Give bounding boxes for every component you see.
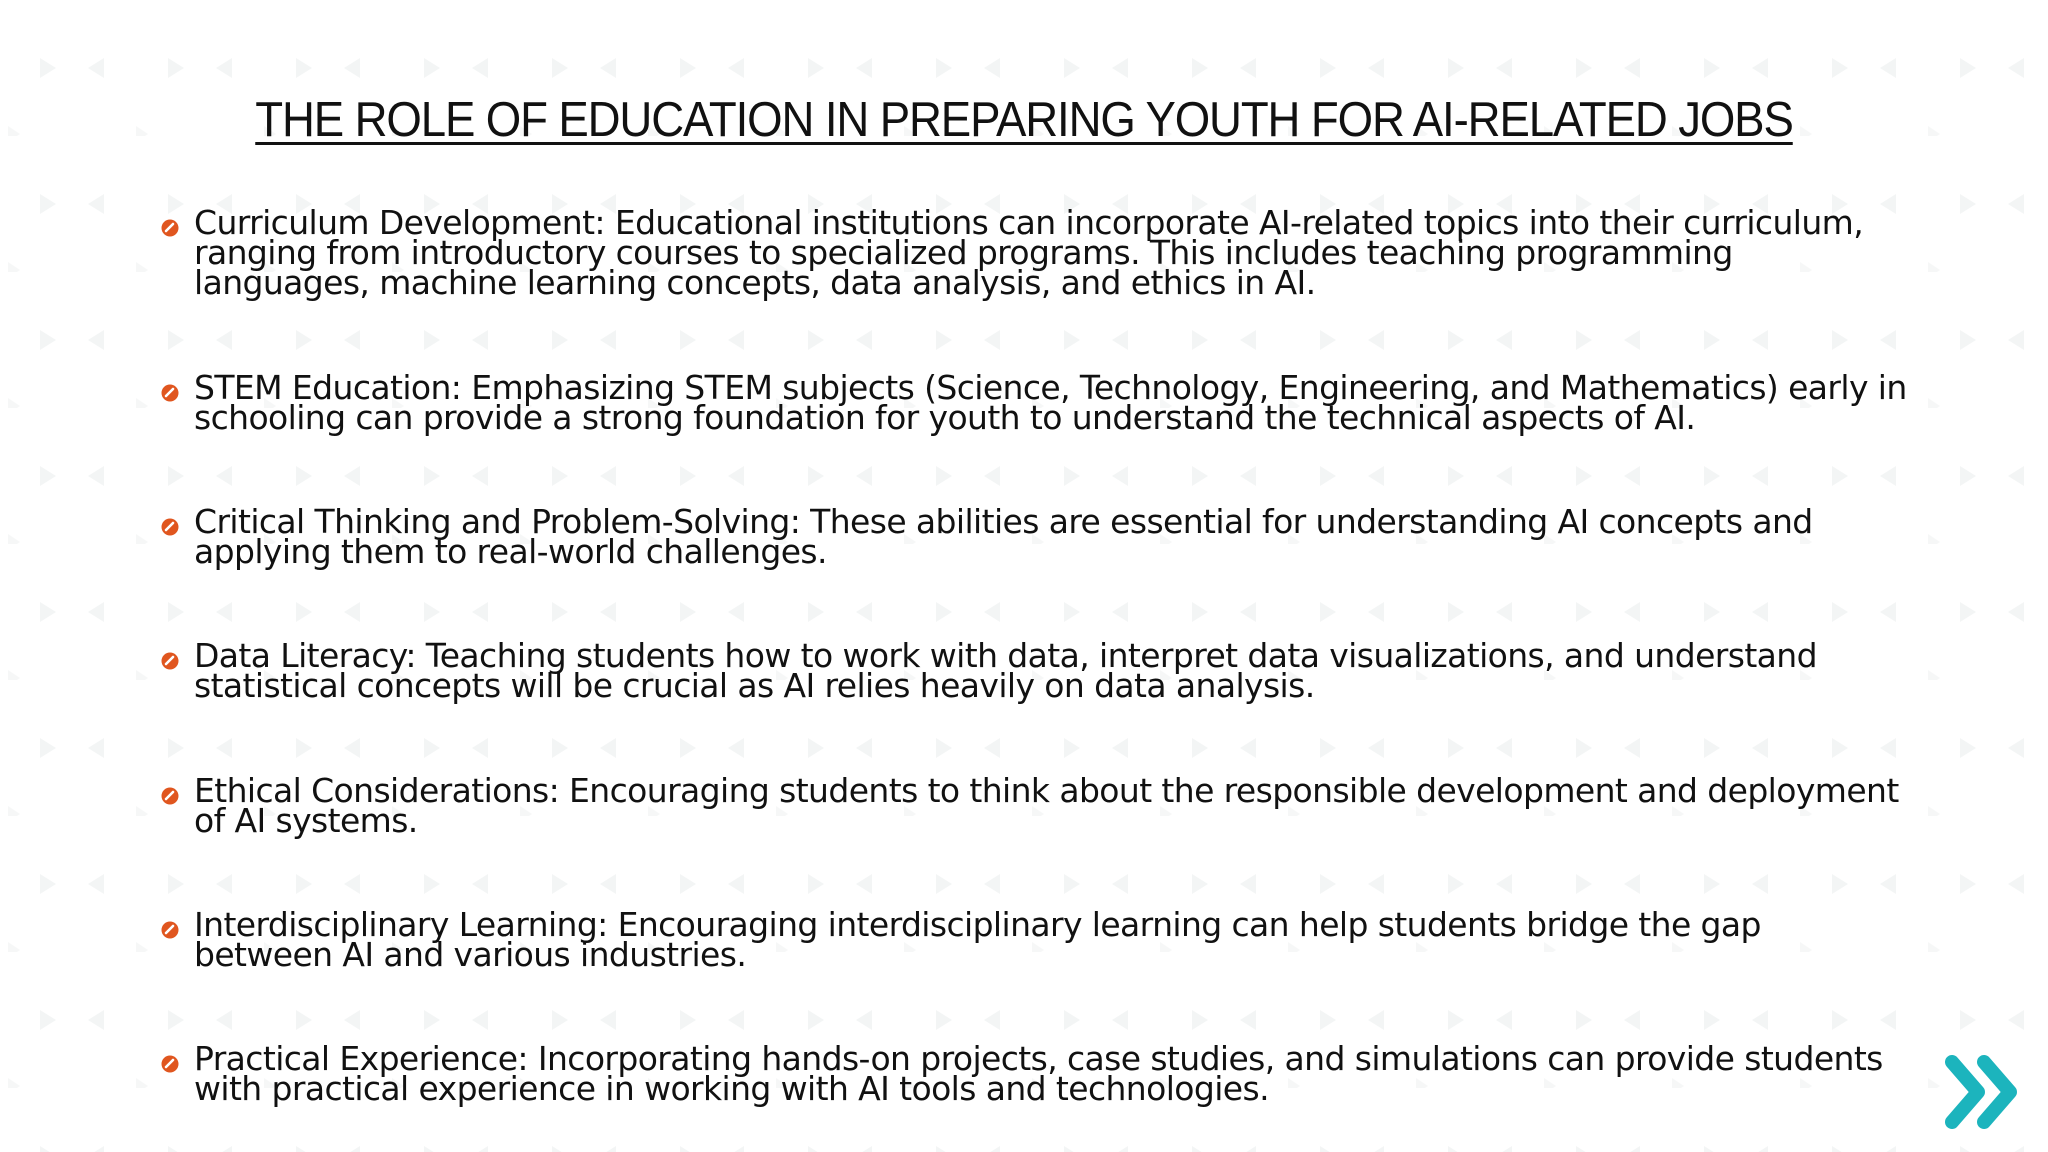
- slide-title: [72, 92, 1977, 148]
- bullet-item-curriculum-development: [156, 203, 1946, 302]
- orange-arrow-bullet-icon: [160, 218, 180, 238]
- orange-arrow-bullet-icon: [160, 920, 180, 940]
- bullet-text: STEM Education: Emphasizing STEM subjects (Science, Technology, Engineering, and Mathematics) early in schooling can provide a strong foundation for youth to understand the technical aspects of AI.: [194, 368, 1907, 437]
- bullet-text: Critical Thinking and Problem-Solving: These abilities are essential for understanding AI concepts and applying them to real-world challenges.: [194, 502, 1813, 571]
- orange-arrow-bullet-icon: [160, 383, 180, 403]
- bullet-text: Practical Experience: Incorporating hands-on projects, case studies, and simulations can provide students with practical experience in working with AI tools and technologies.: [194, 1039, 1883, 1108]
- bullet-text: Interdisciplinary Learning: Encouraging interdisciplinary learning can help students bridge the gap between AI and various industries.: [194, 905, 1761, 974]
- bullet-item-data-literacy: [156, 636, 1946, 705]
- bullet-text: Ethical Considerations: Encouraging students to think about the responsible development and deployment of AI systems.: [194, 771, 1899, 840]
- orange-arrow-bullet-icon: [160, 786, 180, 806]
- orange-arrow-bullet-icon: [160, 1054, 180, 1074]
- orange-arrow-bullet-icon: [160, 651, 180, 671]
- double-chevron-right-icon[interactable]: [1944, 1050, 2024, 1134]
- bullet-text: Curriculum Development: Educational institutions can incorporate AI-related topics into their curriculum, ranging from introductory courses to specialized programs. This includes teaching programming languages, machine learning concepts, data analysis, and ethics in AI.: [194, 203, 1864, 302]
- bullet-item-ethical-considerations: [156, 771, 1946, 840]
- slide-title-text: THE ROLE OF EDUCATION IN PREPARING YOUTH FOR AI-RELATED JOBS: [255, 93, 1793, 147]
- bullet-text: Data Literacy: Teaching students how to work with data, interpret data visualizations, and understand statistical concepts will be crucial as AI relies heavily on data analysis.: [194, 636, 1817, 705]
- bullet-item-critical-thinking: [156, 502, 1946, 571]
- bullet-item-stem-education: [156, 368, 1946, 437]
- orange-arrow-bullet-icon: [160, 517, 180, 537]
- bullet-item-interdisciplinary-learning: [156, 905, 1946, 974]
- bullet-item-practical-experience: [156, 1039, 1946, 1108]
